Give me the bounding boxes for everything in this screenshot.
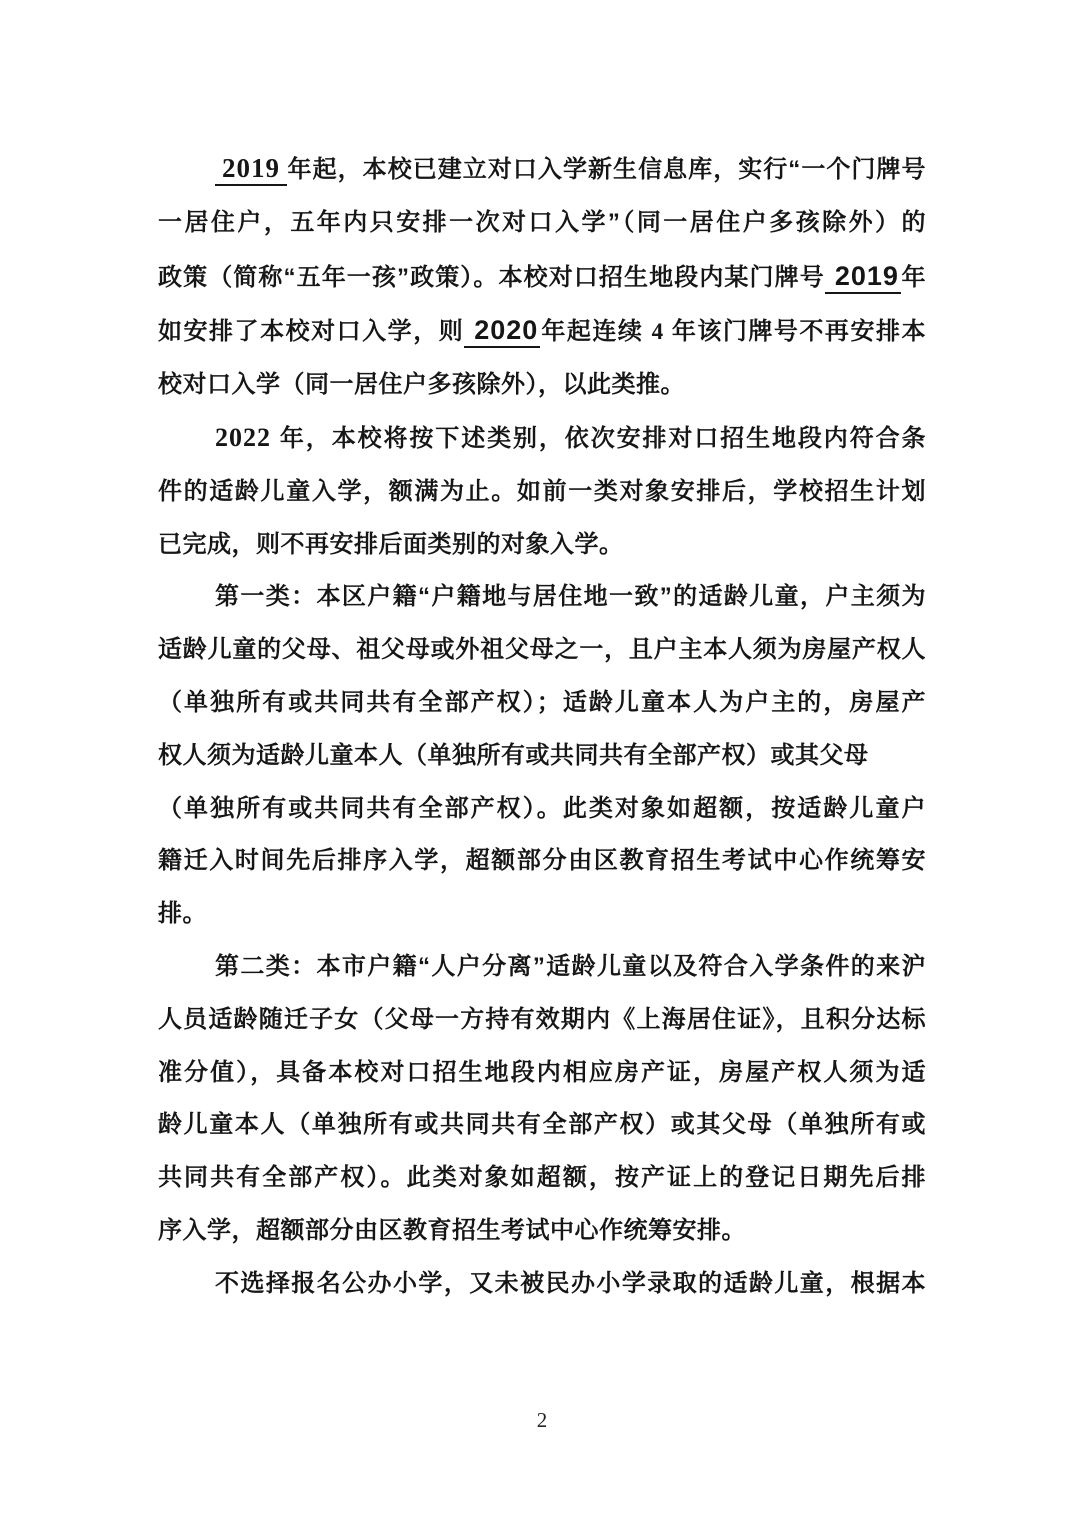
category-1-label: 第一类 [215, 583, 292, 611]
paragraph-no-public-choice-line-1 [158, 1258, 926, 1311]
paragraph-category-2-line-5 [158, 1152, 926, 1205]
text-run: 已完成，则不再安排后面类别的对象入学。 [158, 530, 624, 558]
text-run: 校对口入学（同一居住户多孩除外），以此类推。 [158, 371, 685, 399]
year-2022: 2022 [215, 422, 280, 452]
underlined-year-2019-serif: 2019 [215, 153, 287, 186]
text-run: 龄儿童本人（单独所有或共同共有全部产权）或其父母（单独所有或 [158, 1111, 926, 1139]
paragraph-five-year-policy-line-5 [158, 359, 926, 412]
text-run: 政策（简称“五年一孩”政策）。本校对口招生地段内某门牌号 [158, 263, 825, 291]
paragraph-category-2-line-3 [158, 1047, 926, 1100]
text-run: ：本市户籍“人户分离”适龄儿童以及符合入学条件的来沪 [291, 952, 926, 980]
paragraph-category-1-line-4 [158, 730, 926, 783]
document-body [158, 142, 926, 1311]
paragraph-category-1-line-5 [158, 783, 926, 836]
category-2-label: 第二类 [215, 952, 292, 980]
text-run: 如安排了本校对口入学，则 [158, 318, 465, 346]
text-run: 籍迁入时间先后排序入学，超额部分由区教育招生考试中心作统筹安 [158, 847, 926, 875]
paragraph-five-year-policy-line-2 [158, 197, 926, 250]
paragraph-category-1-line-2 [158, 624, 926, 677]
paragraph-five-year-policy-line-4 [158, 304, 926, 359]
paragraph-category-2 [158, 941, 926, 1258]
text-run: ：本区户籍“户籍地与居住地一致”的适龄儿童，户主须为 [291, 583, 926, 611]
text-run: 序入学，超额部分由区教育招生考试中心作统筹安排。 [158, 1216, 746, 1244]
paragraph-2022-arrangement-line-3 [158, 519, 926, 572]
text-run: 年起连续 [540, 318, 652, 346]
text-run: 适龄儿童的父母、祖父母或外祖父母之一，且户主本人须为房屋产权人 [158, 636, 926, 664]
text-run: 年该门牌号不再安排本 [663, 318, 926, 346]
paragraph-category-2-line-2 [158, 994, 926, 1047]
paragraph-2022-arrangement-line-2 [158, 466, 926, 519]
paragraph-category-2-line-6 [158, 1205, 926, 1258]
paragraph-category-2-line-4 [158, 1099, 926, 1152]
paragraph-category-2-line-1 [158, 941, 926, 994]
paragraph-category-1-line-7 [158, 888, 926, 941]
text-run: 年起，本校已建立对口入学新生信息库，实行“一个门牌号 [287, 156, 926, 183]
text-run: （单独所有或共同共有全部产权）；适龄儿童本人为户主的，房屋产 [158, 688, 926, 716]
text-run: 年，本校将按下述类别，依次安排对口招生地段内符合条 [279, 424, 927, 452]
text-run: 权人须为适龄儿童本人（单独所有或共同共有全部产权）或其父母 [158, 741, 869, 769]
paragraph-category-1-line-3 [158, 677, 926, 730]
text-run: 准分值），具备本校对口招生地段内相应房产证，房屋产权人须为适 [158, 1058, 926, 1086]
text-run: 不选择报名公办小学，又未被民办小学录取的适龄儿童，根据本 [215, 1269, 926, 1297]
underlined-year-2020-sans: 2020 [464, 315, 540, 348]
paragraph-category-1-line-6 [158, 835, 926, 888]
paragraph-category-1 [158, 571, 926, 941]
paragraph-2022-arrangement [158, 412, 926, 571]
page-number: 2 [536, 1408, 548, 1432]
paragraph-no-public-choice [158, 1258, 926, 1311]
text-run: 排。 [158, 900, 207, 928]
paragraph-2022-arrangement-line-1 [158, 412, 926, 466]
text-run: 一居住户，五年内只安排一次对口入学”（同一居住户多孩除外）的 [158, 208, 926, 236]
underlined-year-2019-sans: 2019 [825, 261, 901, 294]
text-run: 件的适龄儿童入学，额满为止。如前一类对象安排后，学校招生计划 [158, 477, 926, 505]
number-four: 4 [651, 319, 664, 345]
text-run: 年 [900, 263, 927, 291]
text-run: 共同共有全部产权）。此类对象如超额，按产证上的登记日期先后排 [158, 1164, 926, 1192]
paragraph-five-year-policy-line-1 [158, 142, 926, 197]
paragraph-five-year-policy-line-3 [158, 250, 926, 305]
paragraph-five-year-policy [158, 142, 926, 412]
text-run: 人员适龄随迁子女（父母一方持有效期内《上海居住证》，且积分达标 [158, 1005, 926, 1033]
paragraph-category-1-line-1 [158, 571, 926, 624]
text-run: （单独所有或共同共有全部产权）。此类对象如超额，按适龄儿童户 [158, 794, 926, 822]
